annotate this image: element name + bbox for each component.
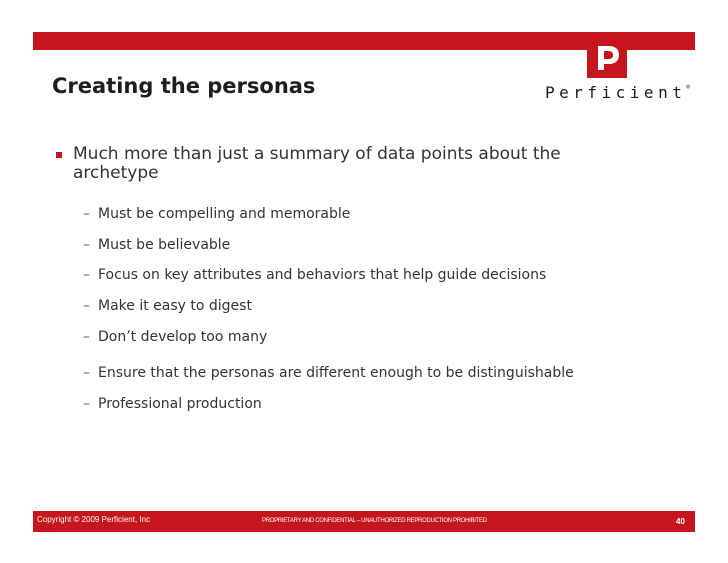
sub-bullet-text: Focus on key attributes and behaviors that help guide decisions: [98, 267, 547, 283]
footer-legal-notice: PROPRIETARY AND CONFIDENTIAL – UNAUTHORIZED REPRODUCTION PROHIBITED: [262, 518, 487, 524]
dash-bullet-icon: –: [83, 365, 90, 381]
logo-registered-mark: ®: [686, 84, 690, 91]
main-bullet: [56, 145, 636, 183]
main-bullet-text: Much more than just a summary of data points about the archetype: [73, 144, 561, 183]
sub-bullet-item: [83, 206, 350, 222]
sub-bullet-text: Must be believable: [98, 237, 231, 253]
sub-bullet-text: Must be compelling and memorable: [98, 206, 351, 222]
dash-bullet-icon: –: [83, 329, 90, 345]
perficient-logo-icon: [585, 36, 629, 80]
dash-bullet-icon: –: [83, 267, 90, 283]
sub-bullet-item: [83, 329, 267, 345]
sub-bullet-text: Ensure that the personas are different enough to be distinguishable: [98, 365, 574, 381]
sub-bullet-text: Don’t develop too many: [98, 329, 268, 345]
square-bullet-icon: [56, 152, 62, 158]
sub-bullet-item: [83, 396, 262, 412]
dash-bullet-icon: –: [83, 237, 90, 253]
page-number: 40: [676, 517, 685, 526]
dash-bullet-icon: –: [83, 396, 90, 412]
sub-bullet-item: [83, 365, 574, 381]
sub-bullet-text: Professional production: [98, 396, 262, 412]
slide-title: Creating the personas: [52, 74, 316, 98]
sub-bullet-item: [83, 298, 252, 314]
sub-bullet-item: [83, 237, 230, 253]
footer-copyright: Copyright © 2009 Perficient, Inc: [37, 515, 151, 524]
perficient-logo-wordmark: [545, 83, 690, 102]
dash-bullet-icon: –: [83, 298, 90, 314]
sub-bullet-text: Make it easy to digest: [98, 298, 252, 314]
dash-bullet-icon: –: [83, 206, 90, 222]
sub-bullet-item: [83, 267, 546, 283]
logo-text: Perficient: [545, 83, 687, 102]
